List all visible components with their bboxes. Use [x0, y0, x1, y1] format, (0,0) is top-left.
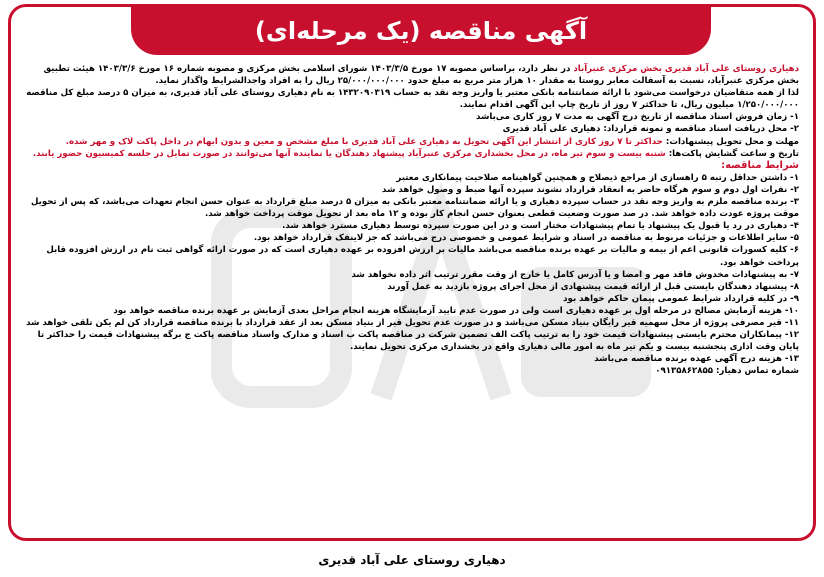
intro-paragraph-1 — [25, 63, 799, 87]
deadline-text: حداکثر تا ۷ روز کاری از انتشار این آگهی تحویل به دهیاری علی آباد قدیری با مبلغ مشخص و معین و بدون ابهام در داخل پاکت لاک و مهر شده. — [65, 136, 663, 147]
condition-item: ۳- برنده مناقصه ملزم به واریز وجه نقد در حساب سپرده دهیاری و یا ارائه ضمانتنامه معتبر بانکی به میزان ۵ درصد مبلغ قرارداد به عنوان حسن انجام تعهدات می‌باشد، که پس از تحویل موقت پروژه عودت داده خواهد شد. در صد صورت وضعیت قطعی بعنوان حسن انجام کار بوده و ۱۲ ماه بعد از تحویل موقت پرداخت خواهد شد. — [30, 197, 799, 220]
condition-item: ۱۲- پیمانکاران محترم بایستی پیشنهادات قیمت خود را به ترتیب پاکت الف تضمین شرکت در مناقصه پاکت ب اسناد و مدارک واسناد مناقصه پاکت ج برگه پیشنهادات قیمت را حداکثر تا پایان وقت اداری پنجشنبه بیست و یکم تیر ماه به امور مالی دهیاری واقع در بخشداری مرکزی تحویل نمایند. — [37, 330, 799, 353]
footer-signature-area — [0, 543, 824, 577]
conditions-title: شرایط مناقصه: — [721, 159, 799, 171]
announcement-title: آگهی مناقصه (یک مرحله‌ای) — [254, 17, 588, 45]
condition-item: ۱۳- هزینه درج آگهی عهده برنده مناقصه می‌باشد — [594, 354, 799, 365]
condition-item: ۴- دهیاری در رد یا قبول یک پیشنهاد یا تمام پیشنهادات مختار است و در این صورت سپرده توسط دهیاری مسترد خواهد شد. — [282, 221, 799, 232]
condition-item: ۲- نفرات اول دوم و سوم هرگاه حاضر به انعقاد قرارداد نشوند سپرده آنها ضبط و وصول خواهد شد — [382, 184, 799, 195]
intro-text-1: در نظر دارد، براساس مصوبه ۱۷ مورخ ۱۴۰۳/۳/۵ شورای اسلامی بخش مرکزی و مصوبه شماره ۱۶ مورخ ۱۴۰۳/۳/۶ هیئت تطبیق بخش مرکزی عنبرآباد، نسبت به آسفالت معابر روستا به مقدار ۱۰ هزار متر مربع به مبلغ حدود ۲۵/۰۰۰/۰۰۰/۰۰۰ ریال را به افراد واجدالشرایط واگذار نماید. — [43, 64, 799, 87]
condition-item: ۹- در کلیه قرارداد شرایط عمومی پیمان حاکم خواهد بود — [563, 293, 799, 304]
opening-paragraph — [25, 148, 799, 160]
opening-label: تاریخ و ساعت گشایش پاکت‌ها: — [665, 148, 799, 159]
info-item-2: ۲- محل دریافت اسناد مناقصه و نمونه قرارداد: دهیاری علی آباد قدیری — [502, 124, 799, 135]
opening-text: شنبه بیست و سوم تیر ماه، در محل بخشداری مرکزی عنبرآباد پیشنهاد دهندگان یا نماینده آنها می‌توانند در صورت تمایل در جلسه کمیسیون حضور یابند. — [32, 148, 666, 159]
info-item-1: ۱- زمان فروش اسناد مناقصه از تاریخ درج آگهی به مدت ۷ روز کاری می‌باشد — [476, 112, 799, 123]
intro-organization: دهیاری روستای علی آباد قدیری بخش مرکزی عنبرآباد — [573, 64, 799, 74]
condition-item: ۱۱- قیر مصرفی پروژه از محل سهمیه قیر رایگان بنیاد مسکن می‌باشد و در صورت عدم تحویل قیر از بنیاد مسکن بعد از عقد قرارداد با برنده مناقصه قرارداد کن لم یکن تلقی خواهد شد — [26, 317, 799, 328]
condition-item: ۸- پیشنهاد دهندگان بایستی قبل از ارائه قیمت پیشنهادی از محل اجرای پروژه بازدید به عمل آورند — [387, 281, 799, 292]
condition-item: ۶- کلیه کسورات قانونی اعم از بیمه و مالیات بر عهده برنده مناقصه می‌باشد مالیات بر ارزش افزوده بر عهده دهیاری است که در صورت ارائه گواهی ثبت نام در ارزش افزوده قابل پرداخت خواهد بود. — [46, 245, 799, 268]
condition-item: ۱- داشتن حداقل رتبه ۵ راهسازی از مراجع ذیصلاح و همچنین گواهینامه صلاحیت پیمانکاری معتبر — [396, 172, 799, 183]
condition-item: ۱۰- هزینه آزمایش مصالح در مرحله اول بر عهده دهیاری است ولی در صورت عدم تایید آزمایشگاه هزینه انجام مراحل بعدی آزمایش بر عهده برنده مناقصه خواهد بود — [113, 305, 799, 316]
intro-paragraph-2: لذا از همه متقاضیان درخواست می‌شود با ارائه ضمانتنامه بانکی معتبر یا واریز وجه نقد به حساب ۱۴۳۲۰۹۰۳۱۹ به نام دهیاری روستای علی آباد قدیری، به میزان ۵ درصد مبلغ کل مناقصه ۱/۲۵۰/۰۰۰/۰۰۰ میلیون ریال، تا حداکثر ۷ روز از تاریخ چاپ این آگهی اقدام نمایند. — [26, 88, 799, 111]
announcement-body — [25, 63, 799, 377]
deadline-label: مهلت و محل تحویل پیشنهادات: — [662, 136, 799, 147]
title-banner — [131, 7, 711, 55]
condition-item: ۷- به پیشنهادات مخدوش فاقد مهر و امضا و یا آدرس کامل یا خارج از وقت مقرر ترتیب اثر داده نخواهد شد — [351, 269, 799, 280]
contact-phone: شماره تماس دهیار: ۰۹۱۳۵۸۶۲۸۵۵ — [655, 366, 799, 377]
footer-signature: دهیاری روستای علی آباد قدیری — [318, 553, 506, 567]
deadline-paragraph — [25, 136, 799, 148]
condition-item: ۵- سایر اطلاعات و جزئیات مربوط به مناقصه در اسناد و شرایط عمومی و خصوصی درج می‌باشد که جز لاینفک قرارداد خواهد بود. — [253, 233, 799, 244]
announcement-frame — [8, 4, 816, 541]
